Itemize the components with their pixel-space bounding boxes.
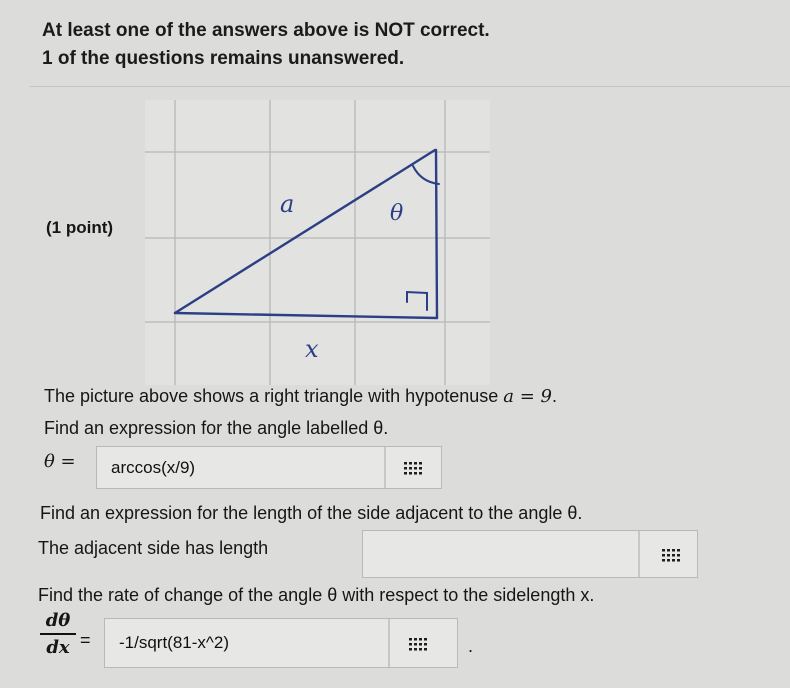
q2-label: The adjacent side has length <box>38 538 269 558</box>
derivative-fraction <box>40 610 76 658</box>
description-text: The picture above shows a right triangle with hypotenuse <box>44 386 499 406</box>
q3-trailing-period: . <box>468 636 474 656</box>
description-math: a = 9 <box>503 386 552 407</box>
equation-palette-icon[interactable] <box>407 636 429 652</box>
q1-field-divider <box>384 447 386 488</box>
label-hypotenuse: a <box>280 190 295 218</box>
q3-prompt: Find the rate of change of the angle θ with respect to the sidelength x. <box>38 585 595 605</box>
equation-palette-icon[interactable] <box>660 547 682 563</box>
triangle-diagram <box>145 100 490 385</box>
points-label: (1 point) <box>46 218 114 237</box>
fraction-denominator: dx <box>46 636 70 658</box>
q1-answer-field[interactable] <box>96 446 442 489</box>
q1-lhs: θ = <box>44 451 76 472</box>
description-end: . <box>552 386 558 406</box>
label-angle: θ <box>390 201 404 226</box>
feedback-unanswered: 1 of the questions remains unanswered. <box>42 48 405 69</box>
problem-description <box>44 386 557 407</box>
feedback-incorrect: At least one of the answers above is NOT correct. <box>42 20 490 41</box>
fraction-numerator: dθ <box>45 610 71 631</box>
q2-prompt: Find an expression for the length of the side adjacent to the angle θ. <box>40 503 583 523</box>
q3-field-divider <box>388 619 390 667</box>
section-divider <box>30 86 790 87</box>
q2-field-divider <box>638 531 640 577</box>
q1-prompt: Find an expression for the angle labelled θ. <box>44 418 389 438</box>
q3-equals: = <box>80 630 91 650</box>
q2-answer-field[interactable] <box>362 530 698 578</box>
q3-answer-field[interactable] <box>104 618 458 668</box>
equation-palette-icon[interactable] <box>402 460 424 476</box>
triangle-figure <box>145 100 490 385</box>
q1-answer-value: arccos(x/9) <box>111 457 196 477</box>
q3-answer-value: -1/sqrt(81-x^2) <box>119 633 230 652</box>
label-base: x <box>305 335 319 363</box>
